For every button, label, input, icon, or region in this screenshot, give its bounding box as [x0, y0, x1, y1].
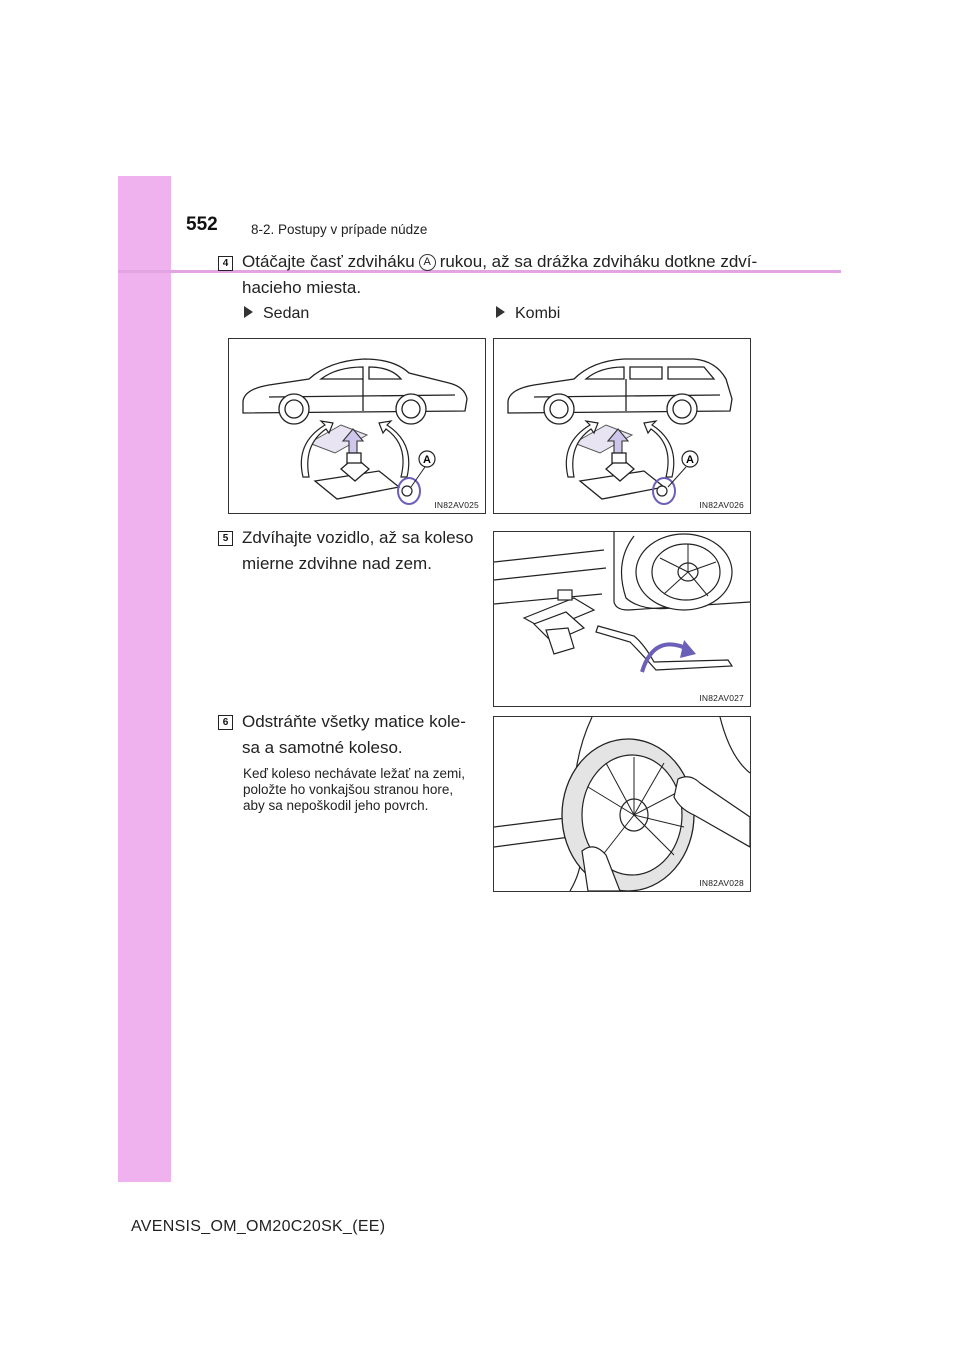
step-5-text	[242, 525, 478, 577]
step-6-note-line3: aby sa nepoškodil jeho povrch.	[243, 798, 429, 813]
step-4-badge: 4	[218, 256, 233, 271]
figure-code: IN82AV027	[699, 693, 744, 703]
chapter-sidebar	[118, 176, 171, 1182]
step-6-text	[242, 709, 478, 761]
step-4-text-before: Otáčajte časť zdviháku	[242, 252, 415, 271]
step-4-text	[242, 249, 762, 301]
figure-kombi-jack	[493, 338, 751, 514]
step-6-line1: Odstráňte všetky matice kole-	[242, 712, 466, 731]
step-6-note	[243, 766, 485, 814]
sedan-callout-a: A	[423, 454, 431, 466]
figure-lift-vehicle	[493, 531, 751, 707]
step-6-badge: 6	[218, 715, 233, 730]
section-title: 8-2. Postupy v prípade núdze	[251, 222, 428, 237]
figure-code: IN82AV026	[699, 500, 744, 510]
variant-sedan-label: Sedan	[244, 305, 309, 323]
page-number: 552	[186, 214, 218, 235]
figure-remove-wheel	[493, 716, 751, 892]
step-6-note-line2: položte ho vonkajšou stranou hore,	[243, 782, 454, 797]
remove-wheel-illustration	[494, 717, 750, 891]
step-5-line2: mierne zdvihne nad zem.	[242, 554, 432, 573]
variant-kombi-label: Kombi	[496, 305, 560, 323]
figure-code: IN82AV028	[699, 878, 744, 888]
sedan-car-jack-illustration	[229, 339, 485, 513]
step-6-note-line1: Keď koleso nechávate ležať na zemi,	[243, 766, 465, 781]
footer-doc-code: AVENSIS_OM_OM20C20SK_(EE)	[131, 1218, 386, 1235]
step-5-badge: 5	[218, 531, 233, 546]
figure-sedan-jack	[228, 338, 486, 514]
figure-code: IN82AV025	[434, 500, 479, 510]
triangle-bullet-icon	[244, 306, 253, 318]
lift-vehicle-illustration	[494, 532, 750, 706]
triangle-bullet-icon	[496, 306, 505, 318]
marker-a: A	[419, 254, 436, 271]
kombi-callout-a: A	[686, 454, 694, 466]
step-4-text-line2: hacieho miesta.	[242, 278, 362, 297]
step-5-line1: Zdvíhajte vozidlo, až sa koleso	[242, 528, 474, 547]
kombi-car-jack-illustration	[494, 339, 750, 513]
step-4-text-after: rukou, až sa drážka zdviháku dotkne zdví-	[439, 252, 758, 271]
step-6-line2: sa a samotné koleso.	[242, 738, 403, 757]
